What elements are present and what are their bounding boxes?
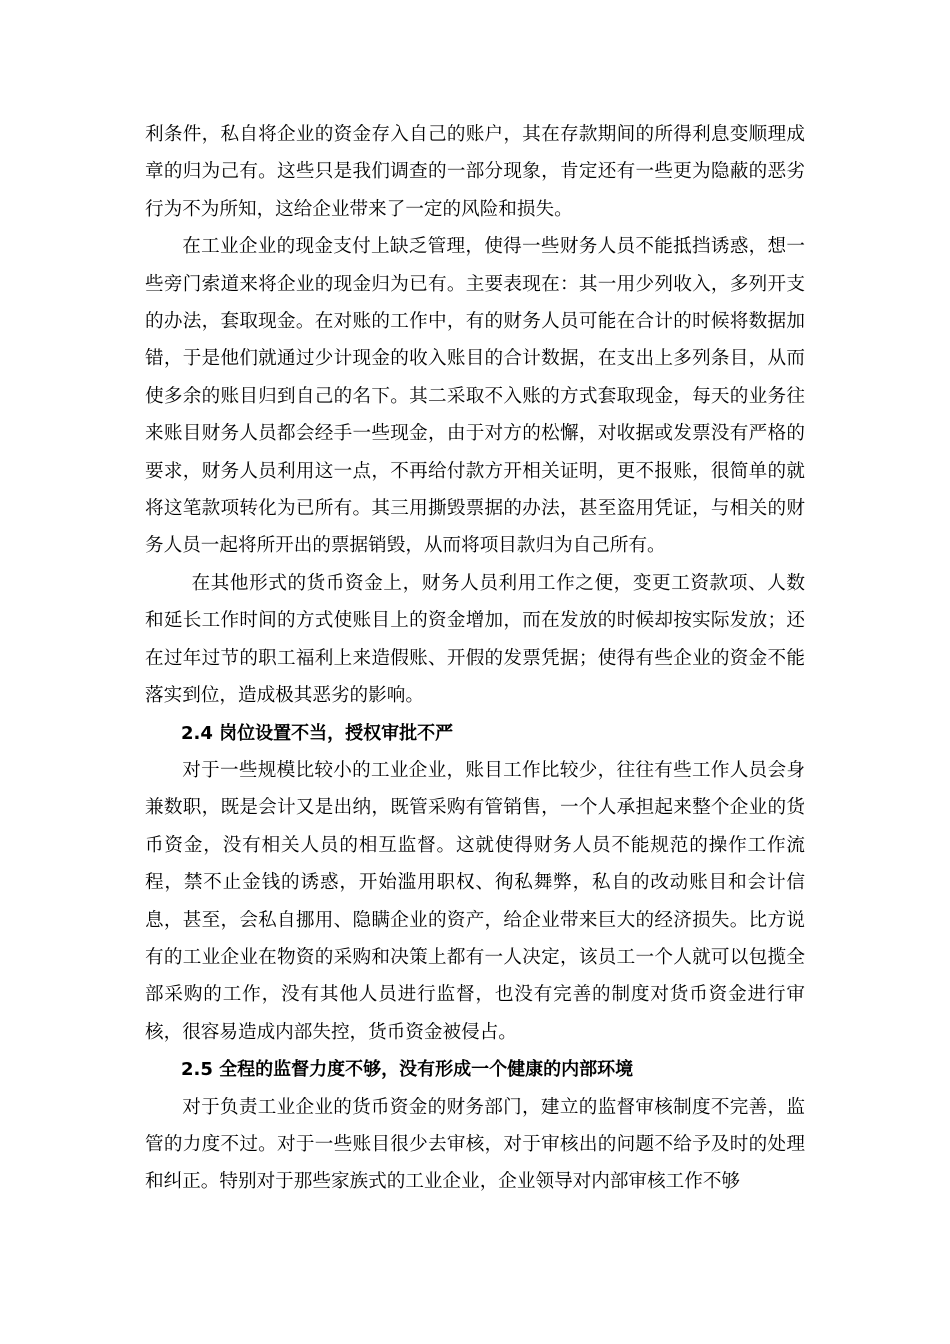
paragraph-supervision: 对于负责工业企业的货币资金的财务部门，建立的监督审核制度不完善，监管的力度不过。对于一些账目很少去审核，对于审核出的问题不给予及时的处理和纠正。特别对于那些家族式的工业企业，企业领导对内部审核工作不够 xyxy=(145,1096,805,1193)
paragraph-cash-payment: 在工业企业的现金支付上缺乏管理，使得一些财务人员不能抵挡诱惑，想一些旁门索道来将企业的现金归为已有。主要表现在：其一用少列收入，多列开支的办法，套取现金。在对账的工作中，有的财务人员可能在合计的时候将数据加错，于是他们就通过少计现金的收入账目的合计数据，在支出上多列条目，从而使多余的账目归到自己的名下。其二采取不入账的方式套取现金，每天的业务往来账目财务人员都会经手一些现金，由于对方的松懈，对收据或发票没有严格的要求，财务人员利用这一点，不再给付款方开相关证明，更不报账，很简单的就将这笔款项转化为已所有。其三用撕毁票据的办法，甚至盗用凭证，与相关的财务人员一起将所开出的票据销毁，从而将项目款归为自己所有。 xyxy=(145,236,805,557)
section-heading-2-5: 2.5 全程的监督力度不够，没有形成一个健康的内部环境 xyxy=(181,1059,634,1081)
paragraph-post-setting: 对于一些规模比较小的工业企业，账目工作比较少，往往有些工作人员会身兼数职，既是会计又是出纳，既管采购有管销售，一个人承担起来整个企业的货币资金，没有相关人员的相互监督。这就使得财务人员不能规范的操作工作流程，禁不止金钱的诱惑，开始滥用职权、徇私舞弊，私自的改动账目和会计信息，甚至，会私自挪用、隐瞒企业的资产，给企业带来巨大的经济损失。比方说有的工业企业在物资的采购和决策上都有一人决定，该员工一个人就可以包揽全部采购的工作，没有其他人员进行监督，也没有完善的制度对货币资金进行审核，很容易造成内部失控，货币资金被侵占。 xyxy=(145,759,805,1043)
paragraph-other-funds: 在其他形式的货币资金上，财务人员利用工作之便，变更工资款项、人数和延长工作时间的方式使账目上的资金增加，而在发放的时候却按实际发放；还在过年过节的职工福利上来造假账、开假的发票凭据；使得有些企业的资金不能落实到位，造成极其恶劣的影响。 xyxy=(145,572,805,707)
section-heading-2-4: 2.4 岗位设置不当，授权审批不严 xyxy=(181,722,454,744)
paragraph-continuation: 利条件，私自将企业的资金存入自己的账户，其在存款期间的所得利息变顺理成章的归为己有。这些只是我们调查的一部分现象，肯定还有一些更为隐蔽的恶劣行为不为所知，这给企业带来了一定的风险和损失。 xyxy=(145,124,805,220)
document-page xyxy=(145,116,805,1201)
